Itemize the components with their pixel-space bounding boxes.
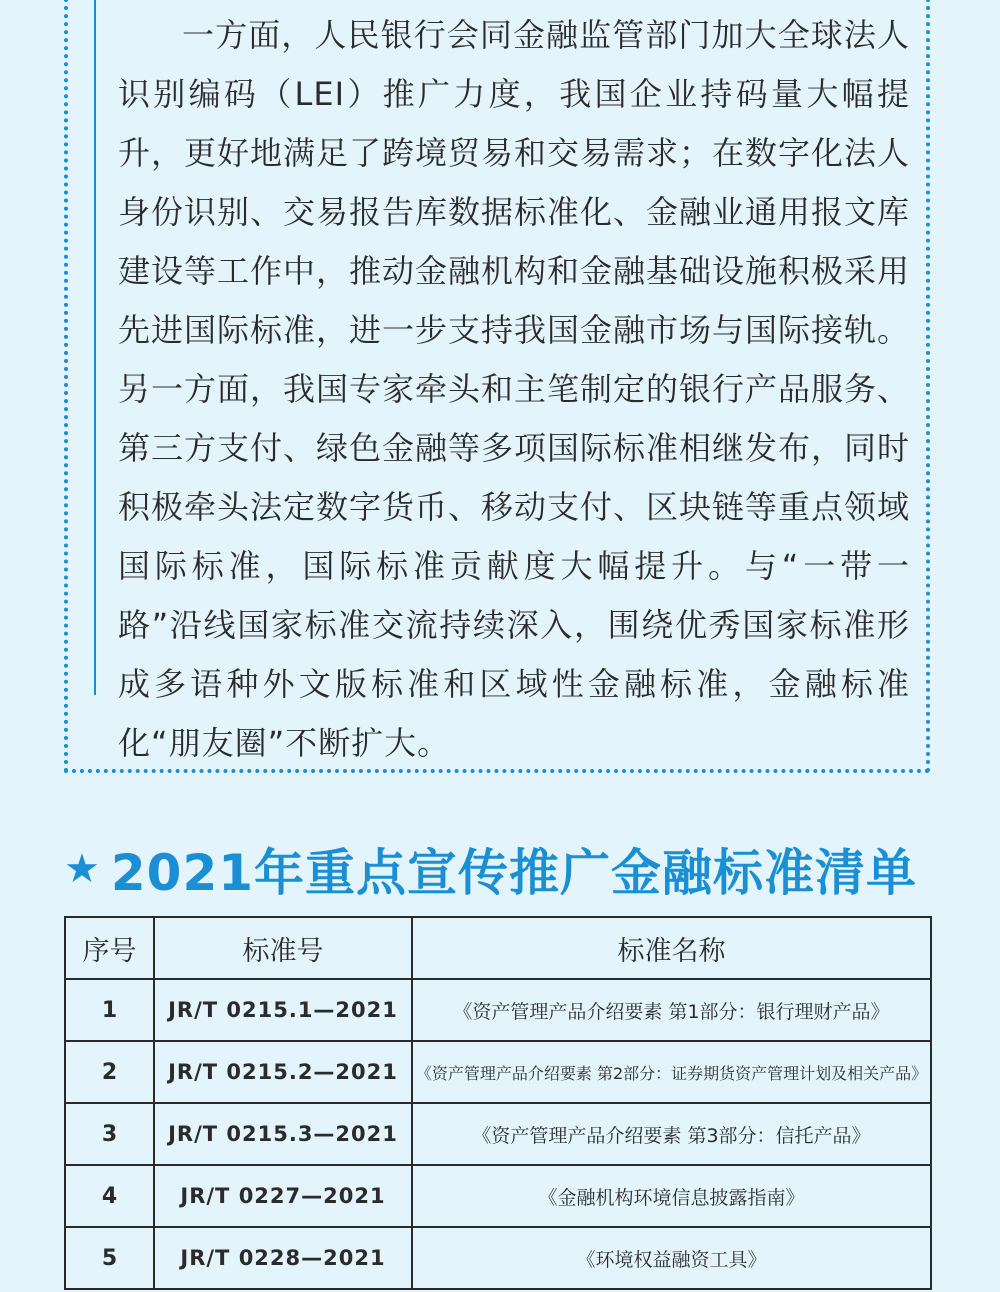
table-header-row <box>65 917 931 979</box>
row-name: 《资产管理产品介绍要素 第3部分：信托产品》 <box>412 1103 931 1165</box>
row-code: JR/T 0228—2021 <box>154 1227 412 1289</box>
table-row <box>65 1227 931 1289</box>
row-no: 3 <box>65 1103 154 1165</box>
row-code: JR/T 0227—2021 <box>154 1165 412 1227</box>
row-code: JR/T 0215.1—2021 <box>154 979 412 1041</box>
row-no: 2 <box>65 1041 154 1103</box>
vertical-accent-line <box>94 0 96 695</box>
table-row <box>65 1041 931 1103</box>
row-name: 《资产管理产品介绍要素 第2部分：证券期货资产管理计划及相关产品》 <box>412 1041 931 1103</box>
row-no: 1 <box>65 979 154 1041</box>
star-icon: ★ <box>64 846 101 892</box>
table-row <box>65 1103 931 1165</box>
row-code: JR/T 0215.2—2021 <box>154 1041 412 1103</box>
table-row <box>65 979 931 1041</box>
header-code: 标准号 <box>154 917 412 979</box>
table-row <box>65 1165 931 1227</box>
section-title <box>64 834 964 904</box>
row-name: 《金融机构环境信息披露指南》 <box>412 1165 931 1227</box>
header-no: 序号 <box>65 917 154 979</box>
standards-table <box>64 916 932 1290</box>
row-code: JR/T 0215.3—2021 <box>154 1103 412 1165</box>
row-no: 4 <box>65 1165 154 1227</box>
row-no: 5 <box>65 1227 154 1289</box>
row-name: 《环境权益融资工具》 <box>412 1227 931 1289</box>
row-name: 《资产管理产品介绍要素 第1部分：银行理财产品》 <box>412 979 931 1041</box>
header-name: 标准名称 <box>412 917 931 979</box>
section-title-text: 2021年重点宣传推广金融标准清单 <box>110 844 918 902</box>
intro-paragraph: 一方面，人民银行会同金融监管部门加大全球法人识别编码（LEI）推广力度，我国企业持码量大幅提升，更好地满足了跨境贸易和交易需求；在数字化法人身份识别、交易报告库数据标准化、金融业通用报文库建设等工作中，推动金融机构和金融基础设施积极采用先进国际标准，进一步支持我国金融市场与国际接轨。另一方面，我国专家牵头和主笔制定的银行产品服务、第三方支付、绿色金融等多项国际标准相继发布，同时积极牵头法定数字货币、移动支付、区块链等重点领域国际标准，国际标准贡献度大幅提升。与“一带一路”沿线国家标准交流持续深入，围绕优秀国家标准形成多语种外文版标准和区域性金融标准，金融标准化“朋友圈”不断扩大。 <box>118 16 911 762</box>
